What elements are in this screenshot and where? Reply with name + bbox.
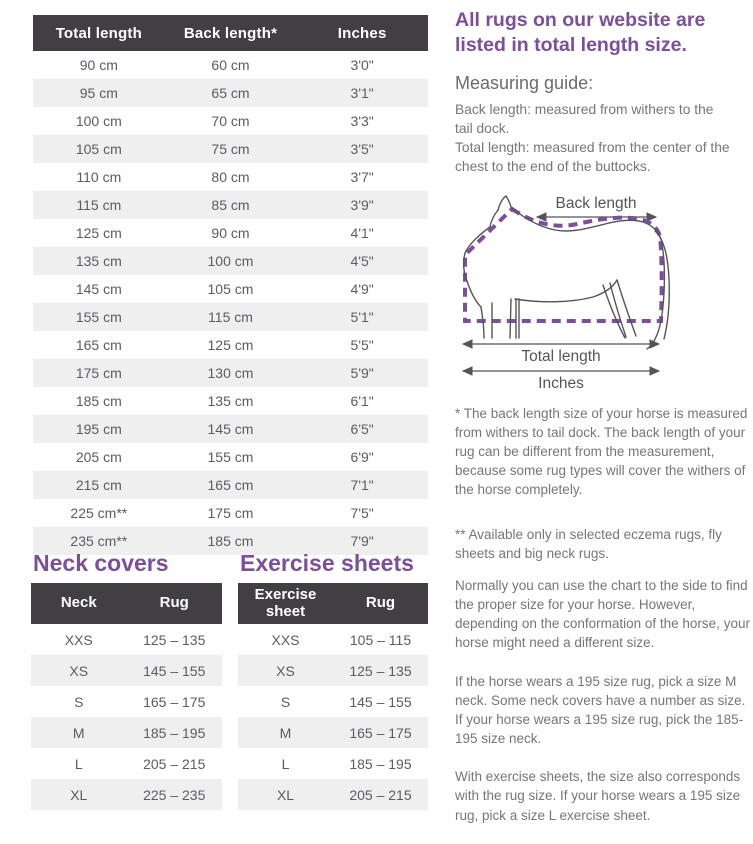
table-row: [33, 135, 428, 163]
back-length-definition: Back length: measured from withers to the tail dock.: [455, 102, 714, 137]
sizing-advice-paragraph: Normally you can use the chart to the side to find the proper size for your horse. However, depending on the conformation of the horse, your horse might need a different size.: [455, 578, 750, 651]
intro-heading: All rugs on our website are listed in total length size.: [455, 9, 706, 56]
table-cell: 205 – 215: [349, 786, 412, 803]
table-cell: 4'9": [350, 281, 374, 297]
table-cell: 4'1": [350, 225, 374, 241]
table-cell: 95 cm: [79, 85, 118, 101]
table-cell: 225 cm**: [70, 505, 128, 521]
table-row: [238, 748, 428, 779]
table-cell: 6'9": [350, 449, 374, 465]
neck-covers-section: [31, 551, 222, 810]
table-row: [33, 191, 428, 219]
total-length-definition: Total length: measured from the center of the chest to the end of the buttocks.: [455, 140, 730, 175]
table-row: [238, 624, 428, 655]
horse-sketch: [464, 196, 670, 349]
table-cell: L: [281, 755, 290, 772]
table-cell: 105 cm: [75, 141, 122, 157]
table-row: [33, 219, 428, 247]
exercise-sheets-title: Exercise sheets: [240, 550, 414, 576]
table-cell: 7'5": [350, 505, 374, 521]
back-length-footnote: * The back length size of your horse is measured from withers to tail dock. The back length of your rug can be different from the measurement, because some rug types will cover the withers of the horse completely.: [455, 406, 748, 497]
table-cell: 3'0": [350, 57, 374, 73]
table-cell: 90 cm: [211, 225, 250, 241]
table-cell: 105 – 115: [349, 631, 412, 648]
main-size-table-section: [33, 15, 428, 555]
table-cell: 195 cm: [75, 421, 122, 437]
table-row: [33, 79, 428, 107]
table-cell: 70 cm: [211, 113, 250, 129]
table-cell: 125 – 135: [349, 662, 412, 679]
table-cell: S: [280, 693, 291, 710]
table-cell: 5'9": [350, 365, 374, 381]
table-cell: 155 cm: [207, 449, 254, 465]
rug-outline: [465, 209, 662, 321]
table-cell: 205 cm: [75, 449, 122, 465]
table-cell: 225 – 235: [143, 786, 206, 803]
table-cell: 90 cm: [79, 57, 118, 73]
table-header-row: [31, 583, 222, 624]
table-cell: 7'9": [350, 533, 374, 549]
table-cell: 6'1": [350, 393, 374, 409]
table-row: [31, 655, 222, 686]
col-header-neck: Neck: [31, 583, 127, 624]
total-length-label: Total length: [521, 348, 601, 366]
measuring-guide-section: [455, 8, 753, 563]
table-cell: 165 cm: [75, 337, 122, 353]
table-cell: 3'1": [350, 85, 374, 101]
table-row: [33, 471, 428, 499]
table-row: [31, 779, 222, 810]
measuring-guide-title: Measuring guide:: [455, 73, 594, 94]
col-header-rug: Rug: [127, 583, 223, 624]
neck-covers-title: Neck covers: [33, 550, 169, 576]
table-cell: 110 cm: [76, 169, 122, 185]
neck-covers-table-body: [31, 624, 222, 810]
table-row: [33, 443, 428, 471]
table-header-row: [238, 583, 428, 624]
table-cell: 175 cm: [75, 365, 122, 381]
table-cell: 125 cm: [207, 337, 254, 353]
table-row: [238, 686, 428, 717]
table-cell: XL: [70, 786, 88, 803]
table-cell: 165 – 175: [349, 724, 412, 741]
table-cell: 5'5": [350, 337, 374, 353]
table-cell: 3'7": [350, 169, 374, 185]
table-cell: 135 cm: [207, 393, 254, 409]
table-cell: L: [74, 755, 83, 772]
inches-label: Inches: [538, 375, 584, 393]
exercise-sheets-section: [238, 551, 428, 810]
table-cell: 80 cm: [211, 169, 250, 185]
table-cell: 165 – 175: [143, 693, 206, 710]
table-row: [33, 163, 428, 191]
exercise-sheets-table-body: [238, 624, 428, 810]
table-cell: 3'9": [350, 197, 374, 213]
exercise-sheets-table: [238, 583, 428, 810]
table-cell: 130 cm: [207, 365, 254, 381]
table-cell: 75 cm: [211, 141, 250, 157]
table-row: [31, 686, 222, 717]
main-size-table-body: [33, 51, 428, 555]
table-cell: 100 cm: [207, 253, 254, 269]
table-cell: 145 cm: [75, 281, 122, 297]
table-row: [238, 717, 428, 748]
table-cell: 165 cm: [207, 477, 254, 493]
horse-measurement-diagram: [455, 181, 747, 395]
table-cell: M: [72, 724, 85, 741]
table-cell: 65 cm: [211, 85, 250, 101]
table-row: [31, 624, 222, 655]
table-cell: 60 cm: [211, 57, 250, 73]
sizing-advice-section: [455, 576, 753, 844]
col-header-inches: Inches: [296, 15, 428, 51]
table-cell: 85 cm: [211, 197, 250, 213]
table-header-row: [33, 15, 428, 51]
table-cell: 135 cm: [75, 253, 122, 269]
table-cell: 145 – 155: [143, 662, 206, 679]
availability-footnote: ** Available only in selected eczema rugs, fly sheets and big neck rugs.: [455, 526, 722, 561]
table-cell: 235 cm**: [70, 533, 128, 549]
table-row: [33, 359, 428, 387]
table-row: [33, 499, 428, 527]
col-header-rug: Rug: [333, 583, 428, 624]
table-cell: XS: [276, 662, 295, 679]
table-cell: 175 cm: [207, 505, 254, 521]
neck-covers-table: [31, 583, 222, 810]
table-cell: 185 – 195: [143, 724, 206, 741]
table-cell: 3'5": [350, 141, 374, 157]
table-cell: 105 cm: [207, 281, 254, 297]
table-cell: 3'3": [350, 113, 374, 129]
table-cell: 115 cm: [76, 197, 122, 213]
table-cell: 7'1": [350, 477, 374, 493]
table-cell: 145 cm: [207, 421, 254, 437]
table-cell: 215 cm: [75, 477, 122, 493]
table-cell: 185 – 195: [349, 755, 412, 772]
table-cell: 205 – 215: [143, 755, 206, 772]
back-length-label: Back length: [555, 195, 637, 213]
table-row: [31, 717, 222, 748]
table-cell: 185 cm: [75, 393, 122, 409]
table-row: [33, 331, 428, 359]
table-row: [33, 247, 428, 275]
table-cell: XS: [69, 662, 89, 679]
table-row: [33, 387, 428, 415]
table-row: [238, 655, 428, 686]
table-cell: S: [74, 693, 84, 710]
table-cell: 5'1": [350, 309, 374, 325]
exercise-sheet-sizing-paragraph: With exercise sheets, the size also corresponds with the rug size. If your horse wears a 195 size rug, pick a size L exercise sheet.: [455, 769, 741, 823]
table-cell: 145 – 155: [349, 693, 412, 710]
table-cell: 4'5": [350, 253, 374, 269]
table-cell: 155 cm: [75, 309, 122, 325]
table-cell: 125 cm: [75, 225, 122, 241]
table-row: [238, 779, 428, 810]
table-cell: 100 cm: [75, 113, 122, 129]
table-cell: 6'5": [350, 421, 374, 437]
table-row: [31, 748, 222, 779]
table-cell: XL: [276, 786, 295, 803]
table-cell: 185 cm: [207, 533, 254, 549]
table-row: [33, 107, 428, 135]
table-row: [33, 303, 428, 331]
table-row: [33, 51, 428, 79]
table-cell: 115 cm: [208, 309, 253, 325]
table-cell: 125 – 135: [143, 631, 206, 648]
col-header-back-length: Back length*: [165, 15, 297, 51]
col-header-exercise-sheet: Exercise sheet: [238, 583, 333, 624]
main-size-table: [33, 15, 428, 555]
neck-sizing-paragraph: If the horse wears a 195 size rug, pick a size M neck. Some neck covers have a number as size. If your horse wears a 195 size rug, pick the 185-195 size neck.: [455, 673, 746, 747]
table-row: [33, 275, 428, 303]
table-cell: M: [279, 724, 292, 741]
table-cell: XXS: [271, 631, 300, 648]
col-header-total-length: Total length: [33, 15, 165, 51]
table-row: [33, 415, 428, 443]
table-cell: XXS: [64, 631, 93, 648]
